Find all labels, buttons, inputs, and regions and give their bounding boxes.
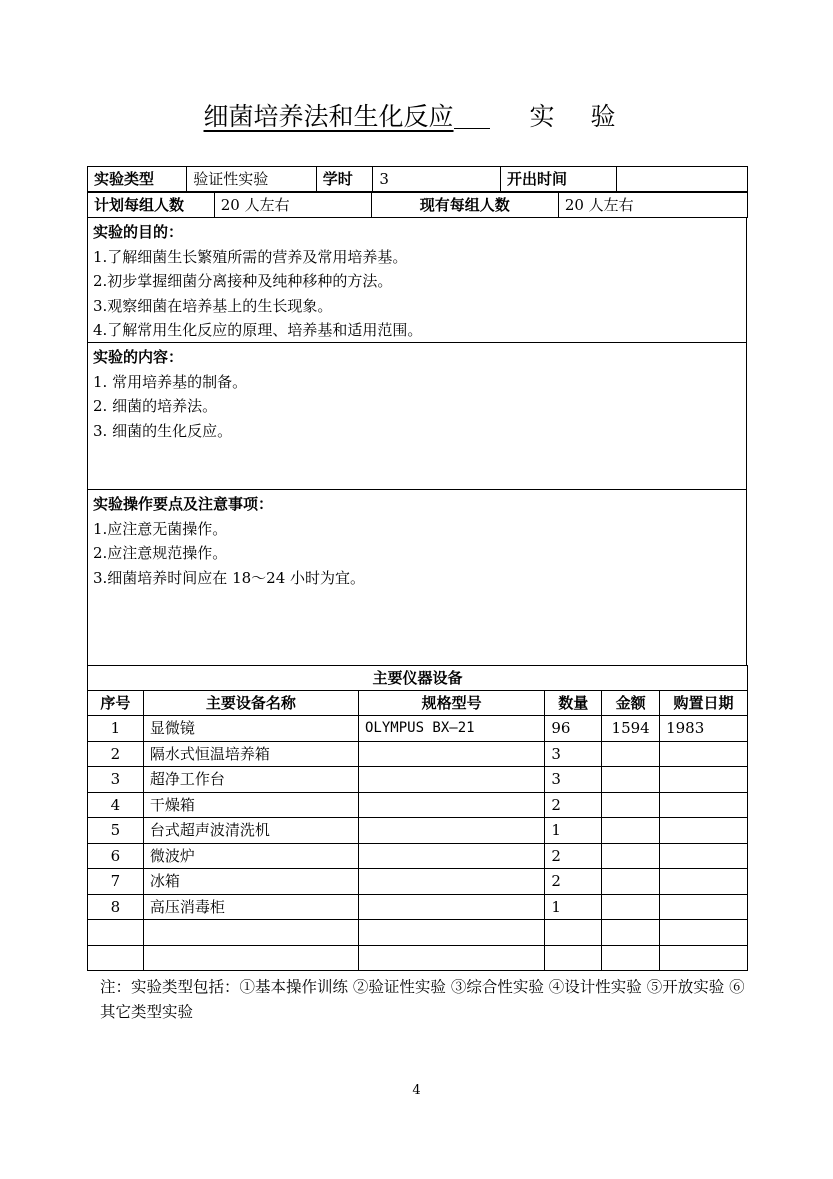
header-name: 主要设备名称 xyxy=(143,691,358,716)
cell-amount: 1594 xyxy=(602,716,660,742)
cell-index xyxy=(88,920,144,946)
title-underline-gap xyxy=(454,100,490,129)
cell-date xyxy=(660,945,748,971)
cell-amount xyxy=(602,945,660,971)
purpose-section xyxy=(87,217,747,343)
equipment-header-row xyxy=(88,691,748,716)
table-row xyxy=(88,843,748,869)
table-row xyxy=(88,767,748,793)
start-label: 开出时间 xyxy=(500,167,616,192)
table-row xyxy=(88,716,748,742)
content-item: 2. 细菌的培养法。 xyxy=(93,397,218,415)
cell-model xyxy=(359,894,545,920)
hours-label: 学时 xyxy=(316,167,373,192)
planned-label: 计划每组人数 xyxy=(88,193,215,218)
cell-quantity: 2 xyxy=(545,792,602,818)
info-row-1 xyxy=(88,167,748,192)
header-model: 规格型号 xyxy=(359,691,545,716)
cell-index: 1 xyxy=(88,716,144,742)
cell-index: 5 xyxy=(88,818,144,844)
table-row xyxy=(88,945,748,971)
table-row xyxy=(88,869,748,895)
content-section xyxy=(87,342,747,490)
cell-quantity xyxy=(545,945,602,971)
start-value xyxy=(617,167,748,192)
cell-name: 高压消毒柜 xyxy=(143,894,358,920)
cell-quantity: 1 xyxy=(545,818,602,844)
cell-amount xyxy=(602,767,660,793)
table-row xyxy=(88,818,748,844)
cell-index: 8 xyxy=(88,894,144,920)
footnote: 注：实验类型包括：①基本操作训练 ②验证性实验 ③综合性实验 ④设计性实验 ⑤开放实验 ⑥其它类型实验 xyxy=(100,978,745,1021)
cell-quantity: 2 xyxy=(545,843,602,869)
header-date: 购置日期 xyxy=(660,691,748,716)
type-label: 实验类型 xyxy=(88,167,187,192)
table-row xyxy=(88,741,748,767)
cell-name xyxy=(143,945,358,971)
cell-date xyxy=(660,792,748,818)
cell-amount xyxy=(602,741,660,767)
notes-item: 1.应注意无菌操作。 xyxy=(93,519,228,538)
cell-quantity: 2 xyxy=(545,869,602,895)
cell-index xyxy=(88,945,144,971)
cell-quantity xyxy=(545,920,602,946)
cell-name: 台式超声波清洗机 xyxy=(143,818,358,844)
info-table-2 xyxy=(87,192,748,218)
hours-value: 3 xyxy=(373,167,501,192)
header-index: 序号 xyxy=(88,691,144,716)
cell-index: 2 xyxy=(88,741,144,767)
current-value: 20 人左右 xyxy=(558,193,747,218)
cell-model xyxy=(359,869,545,895)
table-row xyxy=(88,920,748,946)
cell-date xyxy=(660,767,748,793)
type-value: 验证性实验 xyxy=(187,167,317,192)
cell-quantity: 3 xyxy=(545,767,602,793)
cell-date xyxy=(660,741,748,767)
cell-amount xyxy=(602,869,660,895)
cell-quantity: 96 xyxy=(545,716,602,742)
cell-date xyxy=(660,818,748,844)
cell-date: 1983 xyxy=(660,716,748,742)
info-table xyxy=(87,166,748,192)
cell-index: 7 xyxy=(88,869,144,895)
cell-index: 3 xyxy=(88,767,144,793)
equipment-section-title: 主要仪器设备 xyxy=(88,666,748,691)
cell-amount xyxy=(602,818,660,844)
content-heading: 实验的内容： xyxy=(93,348,184,366)
cell-date xyxy=(660,894,748,920)
cell-name: 干燥箱 xyxy=(143,792,358,818)
notes-item: 3.细菌培养时间应在 18～24 小时为宜。 xyxy=(93,568,366,587)
page-title xyxy=(0,100,833,134)
table-row xyxy=(88,792,748,818)
planned-value: 20 人左右 xyxy=(214,193,371,218)
cell-model xyxy=(359,920,545,946)
purpose-heading: 实验的目的： xyxy=(93,223,184,241)
content-item: 1. 常用培养基的制备。 xyxy=(93,372,248,391)
page-number: 4 xyxy=(412,1083,421,1098)
cell-quantity: 1 xyxy=(545,894,602,920)
cell-model xyxy=(359,945,545,971)
cell-amount xyxy=(602,920,660,946)
cell-name: 超净工作台 xyxy=(143,767,358,793)
content-item: 3. 细菌的生化反应。 xyxy=(93,421,233,440)
cell-model xyxy=(359,843,545,869)
purpose-item: 4.了解常用生化反应的原理、培养基和适用范围。 xyxy=(93,321,423,339)
purpose-item: 1.了解细菌生长繁殖所需的营养及常用培养基。 xyxy=(93,247,408,266)
notes-heading: 实验操作要点及注意事项： xyxy=(93,495,274,513)
title-suffix: 实 验 xyxy=(529,102,630,131)
purpose-item: 3.观察细菌在培养基上的生长现象。 xyxy=(93,296,333,315)
purpose-item: 2.初步掌握细菌分离接种及纯种移种的方法。 xyxy=(93,272,393,290)
cell-index: 6 xyxy=(88,843,144,869)
cell-amount xyxy=(602,843,660,869)
current-label: 现有每组人数 xyxy=(371,193,558,218)
equipment-table xyxy=(87,665,748,971)
equipment-rows xyxy=(88,716,748,971)
equipment-title-row xyxy=(88,666,748,691)
cell-model xyxy=(359,818,545,844)
info-row-2 xyxy=(88,193,748,218)
notes-section xyxy=(87,489,747,666)
cell-date xyxy=(660,869,748,895)
cell-name: 隔水式恒温培养箱 xyxy=(143,741,358,767)
cell-date xyxy=(660,920,748,946)
header-quantity: 数量 xyxy=(545,691,602,716)
cell-index: 4 xyxy=(88,792,144,818)
table-row xyxy=(88,894,748,920)
cell-model xyxy=(359,792,545,818)
cell-date xyxy=(660,843,748,869)
cell-model xyxy=(359,767,545,793)
cell-name: 显微镜 xyxy=(143,716,358,742)
cell-amount xyxy=(602,792,660,818)
title-main: 细菌培养法和生化反应 xyxy=(203,102,454,131)
cell-quantity: 3 xyxy=(545,741,602,767)
cell-amount xyxy=(602,894,660,920)
cell-name xyxy=(143,920,358,946)
header-amount: 金额 xyxy=(602,691,660,716)
cell-model: OLYMPUS BX—21 xyxy=(359,716,545,742)
cell-model xyxy=(359,741,545,767)
notes-item: 2.应注意规范操作。 xyxy=(93,544,228,562)
cell-name: 微波炉 xyxy=(143,843,358,869)
cell-name: 冰箱 xyxy=(143,869,358,895)
